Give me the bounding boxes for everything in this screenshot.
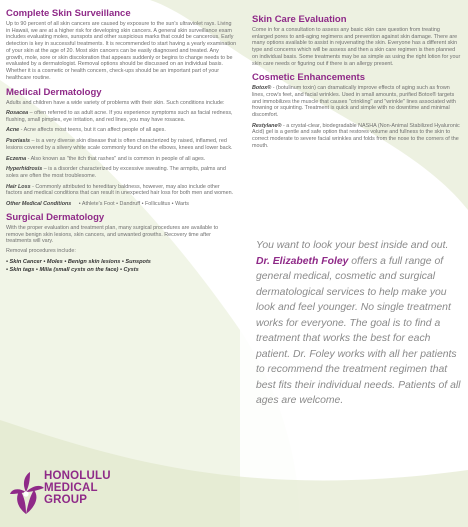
hairloss-text: - Commonly attributed to hereditary baldness, however, may also include other factors and medical conditions that can result in unexpected hair loss for both men and women. bbox=[6, 183, 234, 197]
other-conditions-label: Other Medical Conditions bbox=[6, 201, 72, 208]
psoriasis-text: – is a very diverse skin disease that is often characterized by raised, inflamed, red lesions covered by a silvery white scale commonly found on the elbows, knees and lower back. bbox=[6, 138, 233, 151]
intro-rest: offers a full range of general medical, cosmetic and surgical dermatological services to help make you look and feel younger. No single treatment works for everyone. The goal is to find a treatment that works the best for each patient. Dr. Foley works with all her patients to recommend the treatment regimen that best fits their individual needs. Patients of all ages are welcome. bbox=[256, 255, 461, 406]
intro-lead: You want to look your best inside and out. bbox=[256, 240, 449, 251]
rosacea-term: Rosacea bbox=[6, 110, 29, 117]
practice-intro bbox=[256, 238, 461, 409]
medical-intro: Adults and children have a wide variety of problems with their skin. Such conditions include: bbox=[6, 100, 225, 107]
hyperhidrosis-entry bbox=[6, 166, 237, 179]
psoriasis-entry bbox=[6, 138, 237, 151]
procedures-label: Removal procedures include: bbox=[6, 248, 76, 255]
medical-heading: Medical Dermatology bbox=[6, 87, 102, 99]
doctor-name: Dr. Elizabeth Foley bbox=[256, 255, 349, 267]
other-conditions-items: • Athlete's Foot • Dandruff • Folliculitus • Warts bbox=[78, 201, 189, 208]
surgical-body: With the proper evaluation and treatment plan, many surgical procedures are available to remove benign skin lesions, skin cancers, and unwanted growths. Recovery time after treatments will vary. bbox=[6, 225, 219, 245]
botox-term: Botox® bbox=[252, 85, 272, 92]
hyperhidrosis-text: – is a disorder characterized by excessive sweating. The armpits, palms and soles are often the most troublesome. bbox=[6, 166, 226, 179]
procedures-line-1: • Skin Cancer • Moles • Benign skin lesions • Sunspots bbox=[6, 258, 151, 265]
hyperhidrosis-term: Hyperhidrosis bbox=[6, 166, 43, 173]
surgical-heading: Surgical Dermatology bbox=[6, 212, 105, 224]
botox-text: - (botulinum toxin) can dramatically improve effects of aging such as frown lines, crow's feet, and facial wrinkles. Used in small amounts, purified Botox® targets and immobilizes the muscle that causes "crinkling" and "wrinkle" lines associated with frowning or squinting. Treatment is quick and simple with no downtime and minimal discomfort. bbox=[252, 85, 456, 119]
logo-line-3: GROUP bbox=[44, 494, 88, 506]
surveillance-heading: Complete Skin Surveillance bbox=[6, 8, 131, 19]
acne-text: - Acne affects most teens, but it can affect people of all ages. bbox=[19, 127, 166, 134]
left-column bbox=[6, 8, 237, 274]
evaluation-body: Come in for a consultation to assess any basic skin care question from treating enlarged pores to anti-aging regimens and prevention against skin damage. There are many options available to assist in rejuvenating the skin. Everyone has a different skin type and concerns which will be assess and then a skin care regimen is then planned on individual basis. Some treatments may be as simple as using the right lotion for your skin care needs or figuring out if there is an allergy present. bbox=[252, 27, 461, 67]
acne-entry bbox=[6, 127, 237, 134]
acne-term: Acne bbox=[6, 127, 20, 134]
evaluation-heading: Skin Care Evaluation bbox=[252, 14, 347, 25]
right-column bbox=[252, 14, 462, 154]
psoriasis-term: Psoriasis bbox=[6, 138, 30, 145]
other-conditions bbox=[6, 201, 237, 208]
procedures-list bbox=[6, 258, 237, 274]
eczema-entry bbox=[6, 156, 237, 163]
eczema-text: - Also known as "the itch that rashes" and is common in people of all ages. bbox=[26, 155, 206, 162]
restylane-entry bbox=[252, 123, 462, 150]
rosacea-entry bbox=[6, 110, 237, 123]
eczema-term: Eczema bbox=[6, 155, 27, 162]
logo-wordmark bbox=[44, 470, 111, 506]
logo-line-2: MEDICAL bbox=[44, 482, 98, 494]
surveillance-body: Up to 90 percent of all skin cancers are caused by exposure to the sun's ultraviolet rays. Living in Hawaii, we are at a higher risk for developing skin cancers. A general skin surveillance exam includes evaluating moles, sunspots and other suspicious marks that could be cancerous. Early detection is key in successful treatments. It is recommended to start having a yearly examination of your skin at the age of 20. Most skin cancers can be easily diagnosed and treated. Any growth, mole, sore or skin discoloration that appears suddenly or begins to change needs to be evaluated by a dermatologist. Removal options should be discussed on an individual basis. Whether it is a cosmetic or health concern, check-ups should be an important part of your healthcare routine. bbox=[6, 21, 237, 81]
hairloss-term: Hair Loss bbox=[6, 183, 31, 190]
botox-entry bbox=[252, 85, 462, 119]
restylane-text: - a crystal-clear, biodegradable NASHA (Non-Animal Stabilized Hyaluronic Acid) gel is a gentle and safe option that restores volume and fullness to the skin to correct moderate to severe facial wrinkles and folds from the nose to the corners of the mouth. bbox=[252, 122, 460, 149]
rosacea-text: – often referred to as adult acne. If you experience symptoms such as facial redness, flushing, small pimples, eye irritation, and red lines, you may have rosacea. bbox=[6, 110, 233, 123]
procedures-line-2: • Skin tags • Milia (small cysts on the face) • Cysts bbox=[6, 266, 139, 273]
hairloss-entry bbox=[6, 184, 237, 197]
logo-line-1: HONOLULU bbox=[44, 470, 111, 482]
restylane-term: Restylane® bbox=[252, 122, 282, 129]
cosmetic-heading: Cosmetic Enhancements bbox=[252, 72, 365, 84]
